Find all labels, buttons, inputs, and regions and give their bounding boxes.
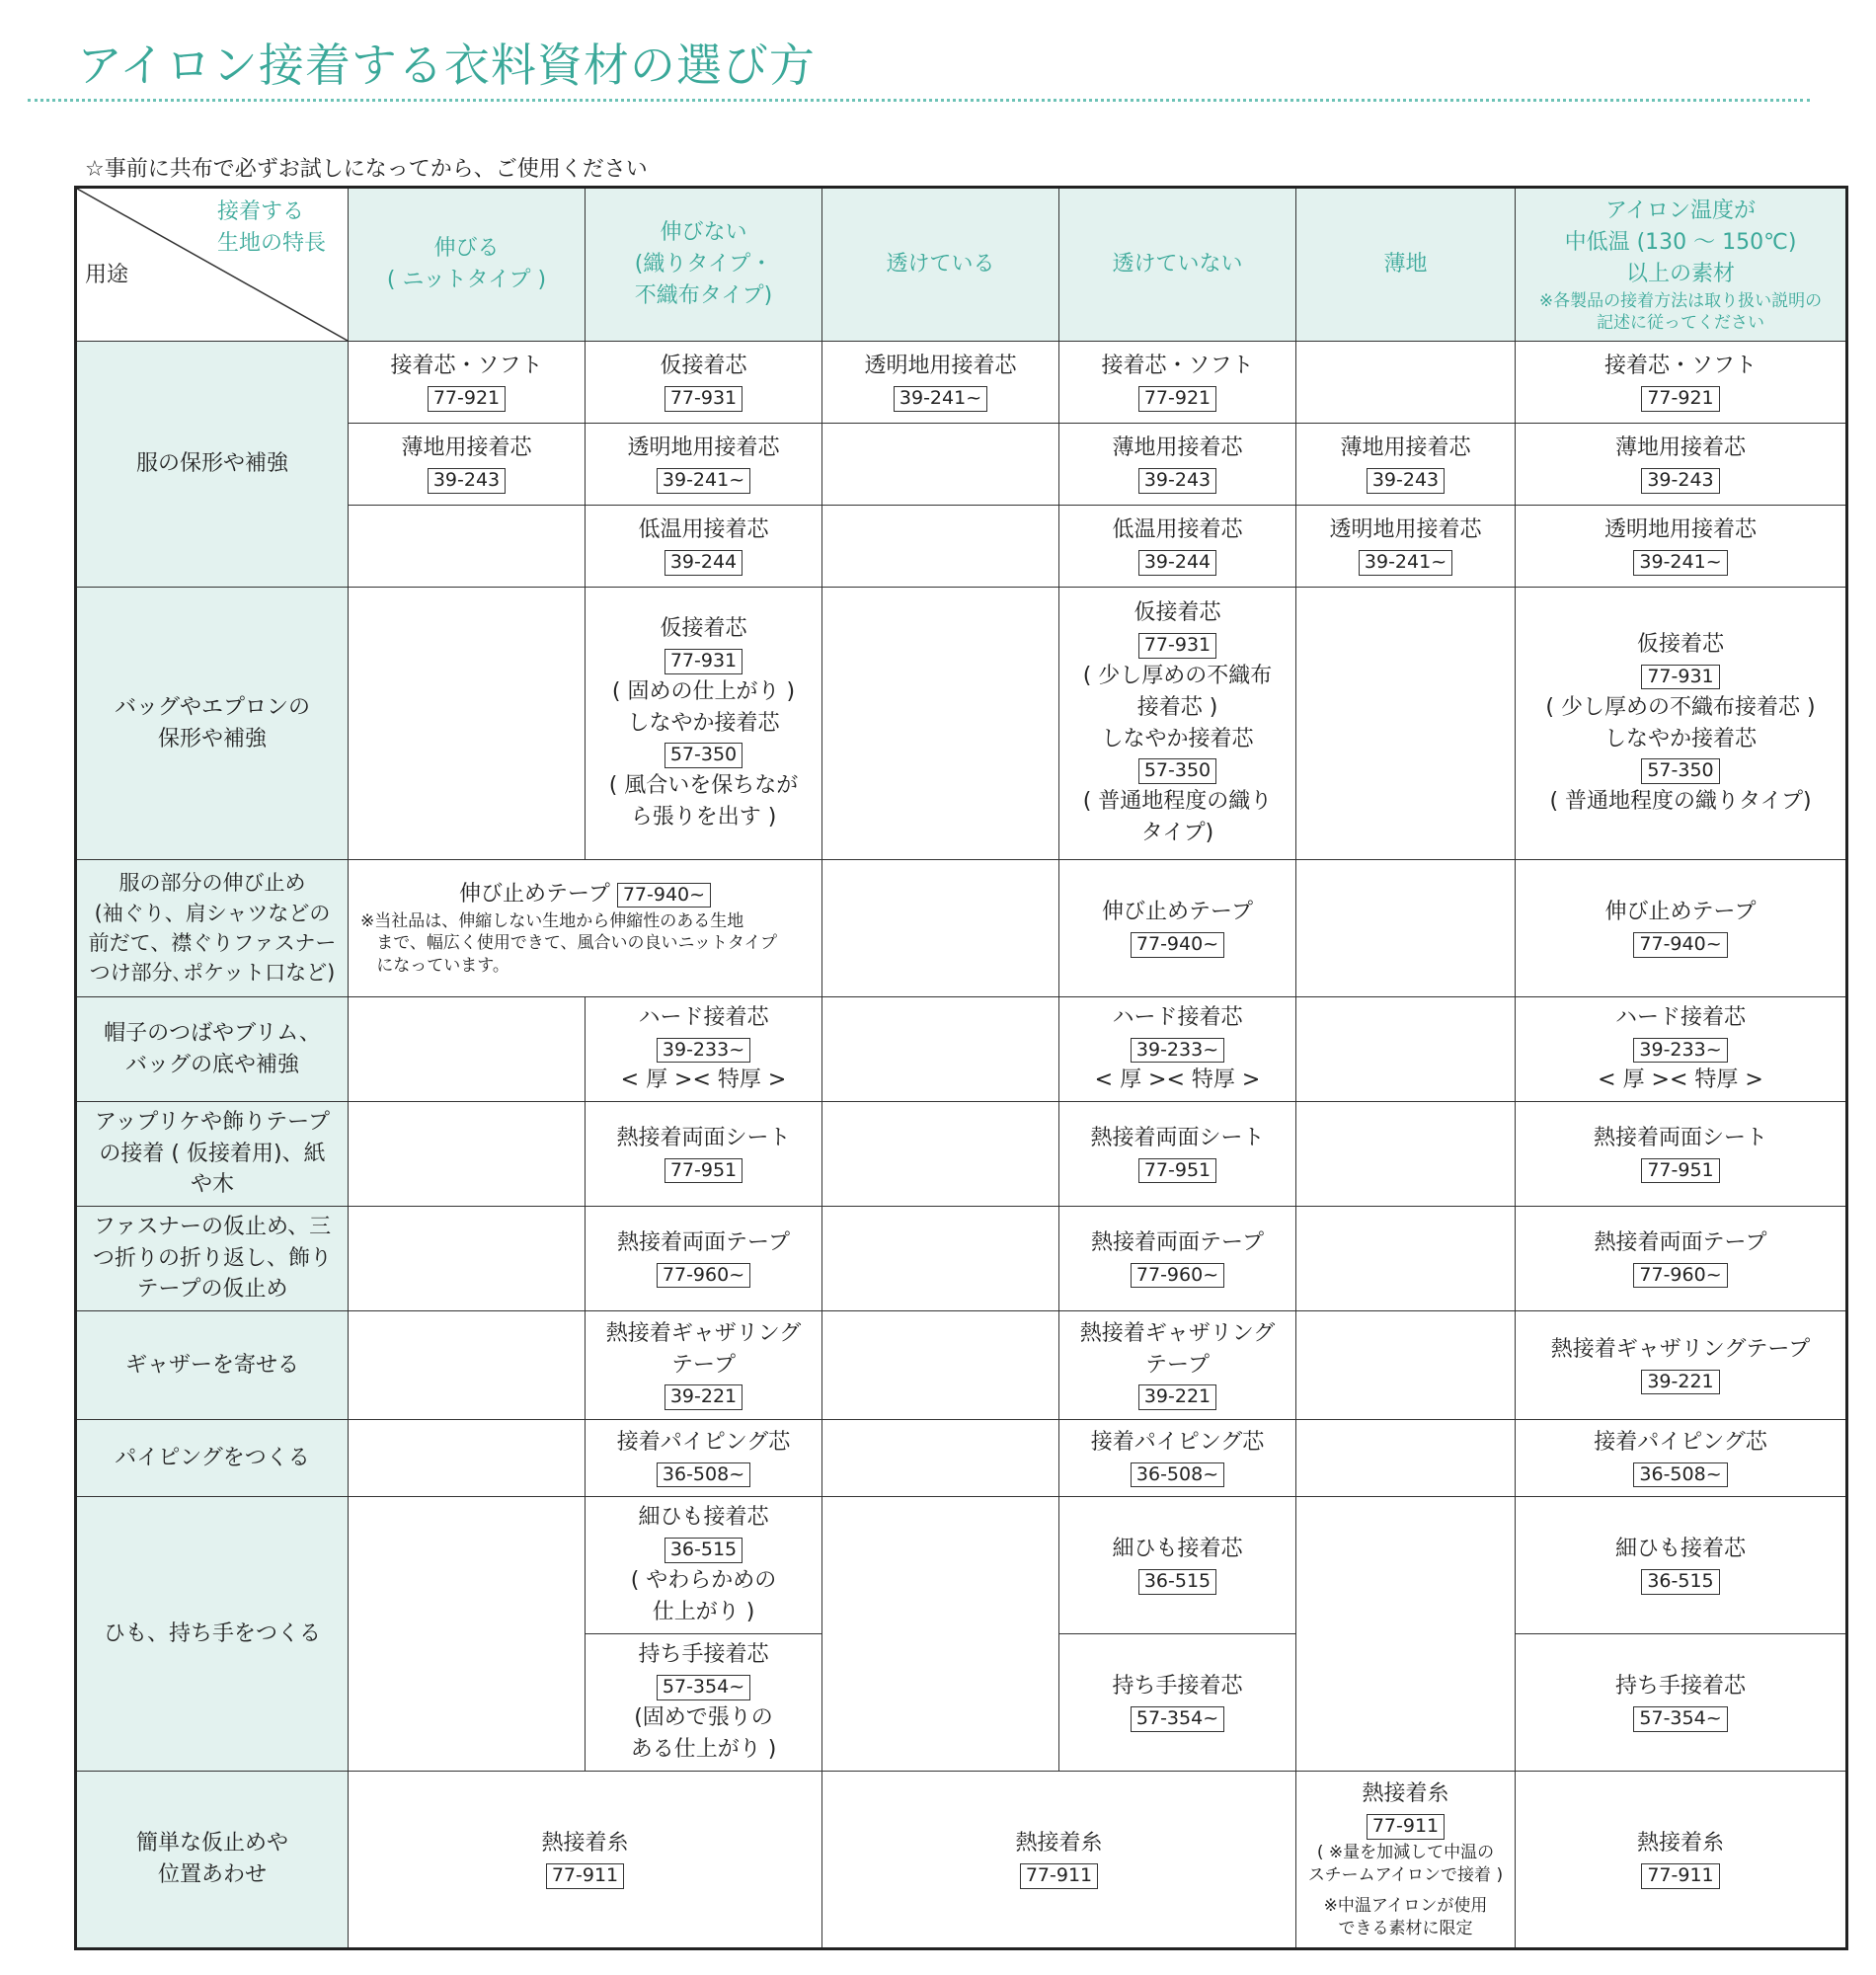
table-cell: 薄地用接着芯 39-243 — [1059, 424, 1296, 506]
table-cell: 接着パイピング芯 36-508~ — [1516, 1420, 1847, 1497]
table-cell — [349, 588, 586, 860]
table-cell: 低温用接着芯 39-244 — [586, 506, 822, 588]
corner-cell — [76, 188, 349, 342]
table-cell: 細ひも接着芯 36-515 ( やわらかめの 仕上がり ) — [586, 1497, 822, 1634]
table-cell: 仮接着芯 77-931 ( 固めの仕上がり ) しなやか接着芯 57-350 ( 風合いを保ちなが ら張りを出す ) — [586, 588, 822, 860]
corner-top-label-2: 生地の特長 — [216, 230, 326, 256]
table-cell: 熱接着両面シート 77-951 — [586, 1102, 822, 1207]
product-code: 77-931 — [1641, 665, 1719, 690]
table-cell: 透明地用接着芯 39-241~ — [822, 342, 1059, 424]
table-row — [76, 1497, 1847, 1634]
col-header-sheer: 透けている — [822, 188, 1059, 342]
table-cell — [1296, 1497, 1516, 1772]
product-code: 39-241~ — [1633, 550, 1727, 576]
product-code: 77-940~ — [1131, 932, 1224, 958]
col-header-nonstretch: 伸びない (織りタイプ・ 不織布タイプ) — [586, 188, 822, 342]
product-code: 36-508~ — [1131, 1462, 1224, 1488]
product-code: 39-241~ — [1359, 550, 1452, 576]
product-note: ※中温アイロンが使用 できる素材に限定 — [1323, 1895, 1488, 1938]
table-row — [76, 1207, 1847, 1311]
row-header-temporary-fix: 簡単な仮止めや 位置あわせ — [76, 1772, 349, 1949]
product-code: 77-921 — [1138, 386, 1216, 412]
table-cell — [349, 1497, 586, 1772]
table-cell — [822, 506, 1059, 588]
product-code: 57-354~ — [1633, 1706, 1727, 1732]
table-cell — [1296, 1102, 1516, 1207]
col-header-stretch: 伸びる ( ニットタイプ ) — [349, 188, 586, 342]
row-header-strap: ひも、持ち手をつくる — [76, 1497, 349, 1772]
table-row — [76, 860, 1847, 997]
product-code: 57-350 — [664, 743, 743, 768]
row-header-clothing-shape: 服の保形や補強 — [76, 342, 349, 588]
product-code: 77-960~ — [1633, 1263, 1727, 1289]
table-cell: 接着芯・ソフト 77-921 — [349, 342, 586, 424]
table-cell: 伸び止めテープ 77-940~ ※当社品は、伸縮しない生地から伸縮性のある生地 まで、幅広く使用できて、風合いの良いニットタイプ になっています。 — [349, 860, 822, 997]
table-cell — [1296, 860, 1516, 997]
table-cell: 熱接着ギャザリング テープ 39-221 — [1059, 1311, 1296, 1420]
table-cell: 持ち手接着芯 57-354~ — [1059, 1634, 1296, 1772]
product-code: 36-508~ — [1633, 1462, 1727, 1488]
table-cell: 熱接着ギャザリング テープ 39-221 — [586, 1311, 822, 1420]
col-header-opaque: 透けていない — [1059, 188, 1296, 342]
product-note: ( ※量を加減して中温の スチームアイロンで接着 ) — [1307, 1843, 1504, 1885]
row-header-zipper: ファスナーの仮止め、三 つ折りの折り返し、飾り テープの仮止め — [76, 1207, 349, 1311]
table-cell: 透明地用接着芯 39-241~ — [1296, 506, 1516, 588]
product-code: 77-951 — [664, 1158, 743, 1184]
table-cell — [822, 1311, 1059, 1420]
table-row — [76, 342, 1847, 424]
product-code: 39-243 — [1367, 468, 1445, 494]
table-cell: 透明地用接着芯 39-241~ — [1516, 506, 1847, 588]
row-header-piping: パイピングをつくる — [76, 1420, 349, 1497]
table-cell — [1296, 1420, 1516, 1497]
product-code: 39-221 — [664, 1384, 743, 1410]
table-cell — [822, 1497, 1059, 1772]
table-cell: 伸び止めテープ 77-940~ — [1059, 860, 1296, 997]
row-header-gather: ギャザーを寄せる — [76, 1311, 349, 1420]
product-code: 39-221 — [1138, 1384, 1216, 1410]
table-cell: 細ひも接着芯 36-515 — [1059, 1497, 1296, 1634]
table-cell: 熱接着両面テープ 77-960~ — [586, 1207, 822, 1311]
dotted-divider — [28, 99, 1810, 102]
table-cell — [349, 506, 586, 588]
table-row — [76, 997, 1847, 1102]
table-cell: 低温用接着芯 39-244 — [1059, 506, 1296, 588]
product-code: 39-243 — [1641, 468, 1719, 494]
table-cell: 仮接着芯 77-931 — [586, 342, 822, 424]
table-cell — [349, 1311, 586, 1420]
table-cell: 熱接着両面シート 77-951 — [1059, 1102, 1296, 1207]
notice-text: ☆事前に共布で必ずお試しになってから、ご使用ください — [85, 157, 648, 182]
table-row — [76, 1772, 1847, 1949]
table-cell — [1296, 342, 1516, 424]
corner-bottom-label: 用途 — [85, 263, 129, 288]
table-row — [76, 1311, 1847, 1420]
table-cell: 接着パイピング芯 36-508~ — [586, 1420, 822, 1497]
product-code: 39-233~ — [657, 1038, 750, 1064]
table-cell: 接着芯・ソフト 77-921 — [1059, 342, 1296, 424]
table-cell — [349, 1420, 586, 1497]
table-cell — [349, 997, 586, 1102]
table-cell — [1296, 1207, 1516, 1311]
table-cell: 持ち手接着芯 57-354~ — [1516, 1634, 1847, 1772]
product-code: 39-243 — [428, 468, 506, 494]
table-cell — [822, 1207, 1059, 1311]
table-cell — [349, 1102, 586, 1207]
table-cell — [1296, 997, 1516, 1102]
product-code: 57-354~ — [657, 1675, 750, 1700]
product-code: 36-515 — [1138, 1569, 1216, 1595]
col-header-note: ※各製品の接着方法は取り扱い説明の 記述に従ってください — [1538, 290, 1823, 333]
row-header-bag-apron: バッグやエプロンの 保形や補強 — [76, 588, 349, 860]
col-header-iron-temp: アイロン温度が 中低温 (130 ～ 150℃) 以上の素材 ※各製品の接着方法は取り扱い説明の 記述に従ってください — [1516, 188, 1847, 342]
product-code: 36-515 — [1641, 1569, 1719, 1595]
product-code: 39-243 — [1138, 468, 1216, 494]
product-code: 77-931 — [1138, 633, 1216, 659]
table-cell: 仮接着芯 77-931 ( 少し厚めの不織布接着芯 ) しなやか接着芯 57-350 ( 普通地程度の織りタイプ) — [1516, 588, 1847, 860]
page-title: アイロン接着する衣料資材の選び方 — [77, 39, 816, 92]
product-code: 39-244 — [664, 550, 743, 576]
table-row — [76, 1102, 1847, 1207]
table-cell — [822, 588, 1059, 860]
product-code: 77-921 — [428, 386, 506, 412]
table-cell — [822, 424, 1059, 506]
product-note: ※当社品は、伸縮しない生地から伸縮性のある生地 まで、幅広く使用できて、風合いの良いニットタイプ になっています。 — [360, 910, 778, 977]
table-cell: 熱接着糸 77-911 — [822, 1772, 1296, 1949]
product-code: 39-233~ — [1633, 1038, 1727, 1064]
row-header-applique: アップリケや飾りテープ の接着 ( 仮接着用)、紙 や木 — [76, 1102, 349, 1207]
product-code: 77-940~ — [1633, 932, 1727, 958]
table-cell: 熱接着両面シート 77-951 — [1516, 1102, 1847, 1207]
table-cell — [822, 1102, 1059, 1207]
product-code: 77-960~ — [657, 1263, 750, 1289]
selection-table — [74, 186, 1848, 1950]
product-code: 77-921 — [1641, 386, 1719, 412]
product-code: 39-241~ — [657, 468, 750, 494]
table-cell — [1296, 588, 1516, 860]
product-code: 39-233~ — [1131, 1038, 1224, 1064]
product-code: 77-911 — [1367, 1814, 1445, 1840]
product-code: 77-911 — [1020, 1863, 1098, 1889]
row-header-hat-brim: 帽子のつばやブリム、 バッグの底や補強 — [76, 997, 349, 1102]
col-header-thin: 薄地 — [1296, 188, 1516, 342]
product-code: 77-940~ — [617, 883, 711, 908]
table-cell — [349, 1207, 586, 1311]
product-code: 77-960~ — [1131, 1263, 1224, 1289]
table-cell: 熱接着糸 77-911 — [1516, 1772, 1847, 1949]
table-cell: 持ち手接着芯 57-354~ (固めで張りの ある仕上がり ) — [586, 1634, 822, 1772]
product-code: 77-951 — [1138, 1158, 1216, 1184]
table-row — [76, 1420, 1847, 1497]
product-code: 36-515 — [664, 1538, 743, 1563]
table-cell: 薄地用接着芯 39-243 — [1516, 424, 1847, 506]
product-code: 77-931 — [664, 649, 743, 674]
table-cell: 熱接着糸 77-911 ( ※量を加減して中温の スチームアイロンで接着 ) ※中温アイロンが使用 できる素材に限定 — [1296, 1772, 1516, 1949]
table-cell: 細ひも接着芯 36-515 — [1516, 1497, 1847, 1634]
row-header-stay-tape: 服の部分の伸び止め (袖ぐり、肩シャツなどの 前だて、襟ぐりファスナー つけ部分､ポケット口など) — [76, 860, 349, 997]
product-code: 39-221 — [1641, 1370, 1719, 1395]
product-code: 77-951 — [1641, 1158, 1719, 1184]
table-cell: 透明地用接着芯 39-241~ — [586, 424, 822, 506]
product-code: 77-911 — [1641, 1863, 1719, 1889]
product-code: 77-911 — [546, 1863, 624, 1889]
table-cell: 熱接着ギャザリングテープ 39-221 — [1516, 1311, 1847, 1420]
product-code: 57-350 — [1138, 758, 1216, 784]
table-cell: 仮接着芯 77-931 ( 少し厚めの不織布 接着芯 ) しなやか接着芯 57-350 ( 普通地程度の織り タイプ) — [1059, 588, 1296, 860]
table-cell: ハード接着芯 39-233~ < 厚 >< 特厚 > — [586, 997, 822, 1102]
table-cell: 伸び止めテープ 77-940~ — [1516, 860, 1847, 997]
table-cell: 薄地用接着芯 39-243 — [349, 424, 586, 506]
table-cell: 薄地用接着芯 39-243 — [1296, 424, 1516, 506]
table-row — [76, 588, 1847, 860]
table-cell: 熱接着両面テープ 77-960~ — [1516, 1207, 1847, 1311]
product-code: 39-241~ — [894, 386, 987, 412]
table-cell: 接着パイピング芯 36-508~ — [1059, 1420, 1296, 1497]
table-cell: ハード接着芯 39-233~ < 厚 >< 特厚 > — [1516, 997, 1847, 1102]
header-row — [76, 188, 1847, 342]
table-cell — [822, 1420, 1059, 1497]
product-code: 36-508~ — [657, 1462, 750, 1488]
product-code: 77-931 — [664, 386, 743, 412]
product-code: 57-350 — [1641, 758, 1719, 784]
product-code: 57-354~ — [1131, 1706, 1224, 1732]
table-cell: ハード接着芯 39-233~ < 厚 >< 特厚 > — [1059, 997, 1296, 1102]
product-code: 39-244 — [1138, 550, 1216, 576]
table-cell — [822, 860, 1059, 997]
table-cell — [1296, 1311, 1516, 1420]
table-cell: 熱接着糸 77-911 — [349, 1772, 822, 1949]
table-cell — [822, 997, 1059, 1102]
table-cell: 接着芯・ソフト 77-921 — [1516, 342, 1847, 424]
corner-top-label: 接着する — [216, 199, 304, 224]
table-cell: 熱接着両面テープ 77-960~ — [1059, 1207, 1296, 1311]
